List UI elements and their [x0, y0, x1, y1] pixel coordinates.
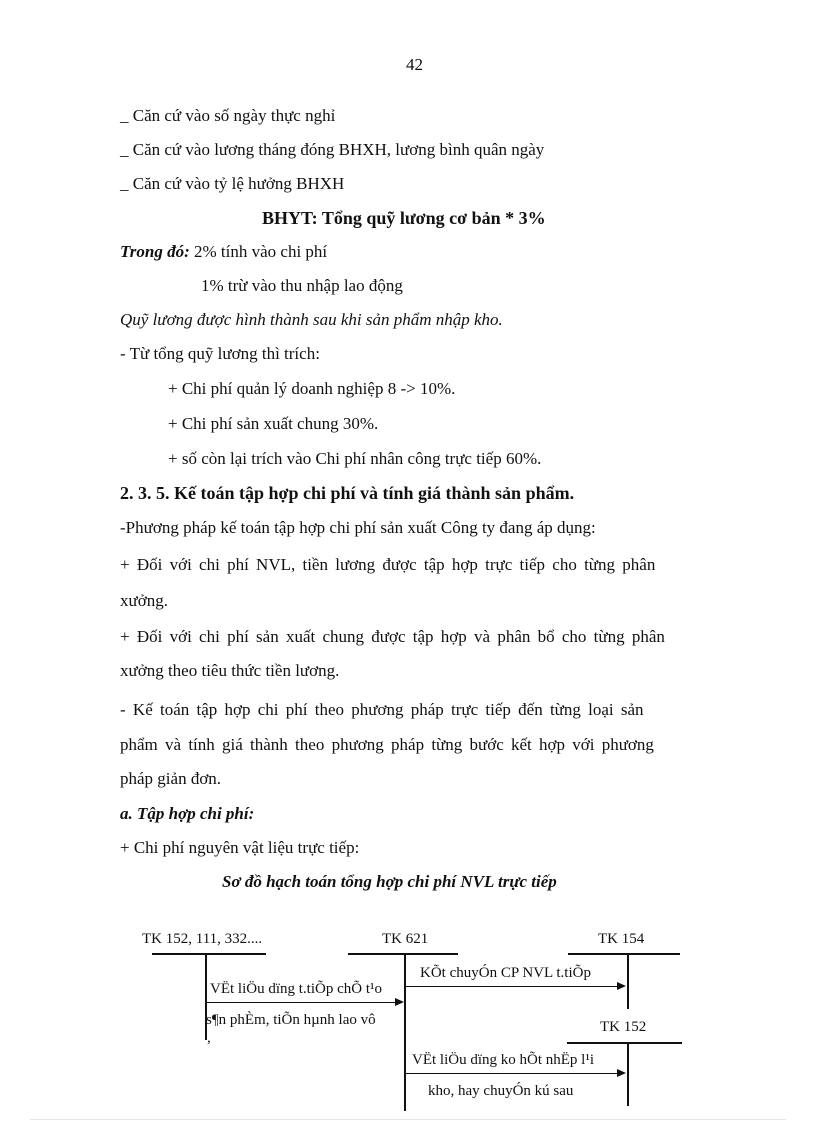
- entry-label: s¶n phÈm, tiÕn hµnh lao vô: [206, 1012, 376, 1028]
- entry-label: VËt liÖu dïng ko hÕt nhËp l¹i: [412, 1052, 594, 1068]
- text-line: - Từ tổng quỹ lương thì trích:: [120, 344, 320, 363]
- text-line: _ Căn cứ vào tỷ lệ hưởng BHXH: [120, 174, 345, 193]
- section-heading: 2. 3. 5. Kế toán tập hợp chi phí và tính giá thành sản phẩm.: [120, 483, 575, 503]
- text-line: -Phương pháp kế toán tập hợp chi phí sản xuất Công ty đang áp dụng:: [120, 518, 596, 537]
- t-bar-621: [348, 953, 458, 955]
- text-line: + Chi phí nguyên vật liệu trực tiếp:: [120, 838, 360, 857]
- text-line: - Kế toán tập hợp chi phí theo phương pháp trực tiếp đến từng loại sản: [120, 700, 644, 719]
- bhyt-heading: BHYT: Tổng quỹ lương cơ bản * 3%: [262, 208, 546, 228]
- t-stem-154: [627, 953, 629, 1009]
- t-stem-152: [627, 1042, 629, 1106]
- account-label-152: TK 152: [600, 1019, 647, 1035]
- t-stem-621: [404, 953, 406, 1111]
- entry-arrow: [406, 1073, 624, 1074]
- page-bottom-rule: [30, 1119, 786, 1120]
- trong-do-text: 2% tính vào chi phí: [189, 242, 328, 261]
- account-label-621: TK 621: [382, 931, 429, 947]
- sub-heading: a. Tập hợp chi phí:: [120, 804, 255, 823]
- trong-do-label: Trong đó:: [120, 242, 190, 261]
- list-item: + số còn lại trích vào Chi phí nhân công trực tiếp 60%.: [168, 449, 542, 468]
- account-label-154: TK 154: [598, 931, 645, 947]
- entry-label: kho, hay chuyÓn kú sau: [428, 1083, 574, 1099]
- text-line: _ Căn cứ vào số ngày thực nghỉ: [120, 106, 336, 125]
- list-item: + Chi phí quản lý doanh nghiệp 8 -> 10%.: [168, 379, 456, 398]
- text-line: _ Căn cứ vào lương tháng đóng BHXH, lương bình quân ngày: [120, 140, 545, 159]
- page-number: 42: [406, 55, 423, 74]
- text-line: xưởng theo tiêu thức tiền lương.: [120, 661, 340, 680]
- quy-luong-note: Quỹ lương được hình thành sau khi sản phẩm nhập kho.: [120, 310, 503, 329]
- entry-label: ,: [207, 1030, 211, 1046]
- text-line: phẩm và tính giá thành theo phương pháp từng bước kết hợp với phương: [120, 735, 654, 754]
- entry-label: VËt liÖu dïng t.tiÕp chÕ t¹o: [210, 981, 382, 997]
- t-bar-152: [567, 1042, 682, 1044]
- list-item: + Chi phí sản xuất chung 30%.: [168, 414, 379, 433]
- text-line: xưởng.: [120, 591, 168, 610]
- entry-arrow: [207, 1002, 402, 1003]
- t-bar-154: [568, 953, 680, 955]
- text-line: pháp giản đơn.: [120, 769, 222, 788]
- text-line: + Đối với chi phí sản xuất chung được tập hợp và phân bổ cho từng phân: [120, 627, 665, 646]
- entry-label: KÕt chuyÓn CP NVL t.tiÕp: [420, 965, 591, 981]
- account-label-source: TK 152, 111, 332....: [142, 931, 263, 947]
- diagram-title: Sơ đồ hạch toán tổng hợp chi phí NVL trực tiếp: [222, 872, 557, 891]
- trong-do-line: [120, 242, 327, 262]
- text-line: 1% trừ vào thu nhập lao động: [201, 276, 403, 295]
- t-bar-source: [152, 953, 266, 955]
- text-line: + Đối với chi phí NVL, tiền lương được tập hợp trực tiếp cho từng phân: [120, 555, 656, 574]
- entry-arrow: [406, 986, 624, 987]
